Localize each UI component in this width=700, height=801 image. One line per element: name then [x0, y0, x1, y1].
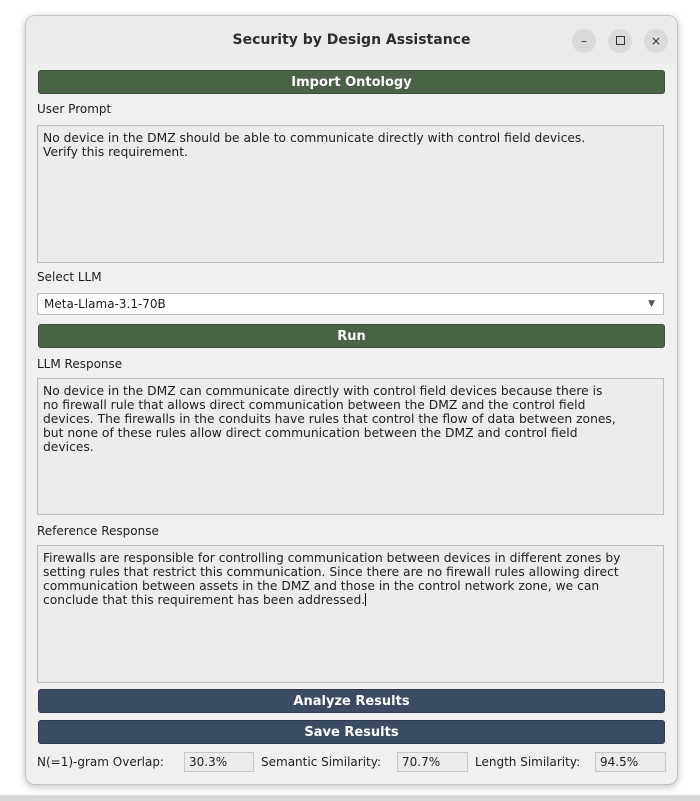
user-prompt-label: User Prompt — [37, 102, 112, 116]
ngram-overlap-label: N(=1)-gram Overlap: — [37, 755, 164, 769]
close-icon: × — [650, 34, 662, 48]
select-llm-label: Select LLM — [37, 270, 102, 284]
app-window — [25, 15, 678, 785]
run-button[interactable]: Run — [38, 324, 665, 348]
ngram-overlap-value: 30.3% — [184, 752, 254, 772]
analyze-results-button[interactable]: Analyze Results — [38, 689, 665, 713]
semantic-similarity-label: Semantic Similarity: — [261, 755, 382, 769]
minimize-icon: – — [581, 34, 587, 48]
length-similarity-label: Length Similarity: — [475, 755, 581, 769]
reference-response-textarea[interactable] — [37, 545, 664, 683]
save-results-button[interactable]: Save Results — [38, 720, 665, 744]
llm-select[interactable] — [37, 293, 664, 315]
llm-response-textarea[interactable]: No device in the DMZ can communicate directly with control field devices because there is no firewall rule that allows direct communication between the DMZ and the control field devices. The firewalls in the conduits have rules that control the flow of data between zones, but none of these rules allow direct communication between the DMZ and control field devices. — [37, 378, 664, 515]
llm-response-label: LLM Response — [37, 357, 123, 371]
minimize-button[interactable] — [572, 29, 596, 53]
maximize-icon — [616, 36, 625, 45]
llm-select-value: Meta-Llama-3.1-70B — [44, 297, 166, 311]
chevron-down-icon: ▼ — [648, 299, 655, 309]
import-ontology-button[interactable]: Import Ontology — [38, 70, 665, 94]
taskbar-strip — [0, 795, 700, 801]
reference-response-text: Firewalls are responsible for controlling communication between devices in different zones by setting rules that restrict this communication. Since there are no firewall rules allowing direct communication between assets in the DMZ and those in the control network zone, we can conclude that this requirement has been addressed. — [43, 551, 621, 607]
window-title: Security by Design Assistance — [232, 32, 471, 48]
close-button[interactable] — [644, 29, 668, 53]
text-cursor — [365, 593, 366, 606]
title-bar[interactable] — [26, 16, 677, 64]
length-similarity-value: 94.5% — [595, 752, 666, 772]
semantic-similarity-value: 70.7% — [397, 752, 468, 772]
user-prompt-textarea[interactable]: No device in the DMZ should be able to communicate directly with control field devices. Verify this requirement. — [37, 125, 664, 263]
maximize-button[interactable] — [608, 29, 632, 53]
metrics-bar — [37, 751, 666, 773]
reference-response-label: Reference Response — [37, 524, 159, 538]
